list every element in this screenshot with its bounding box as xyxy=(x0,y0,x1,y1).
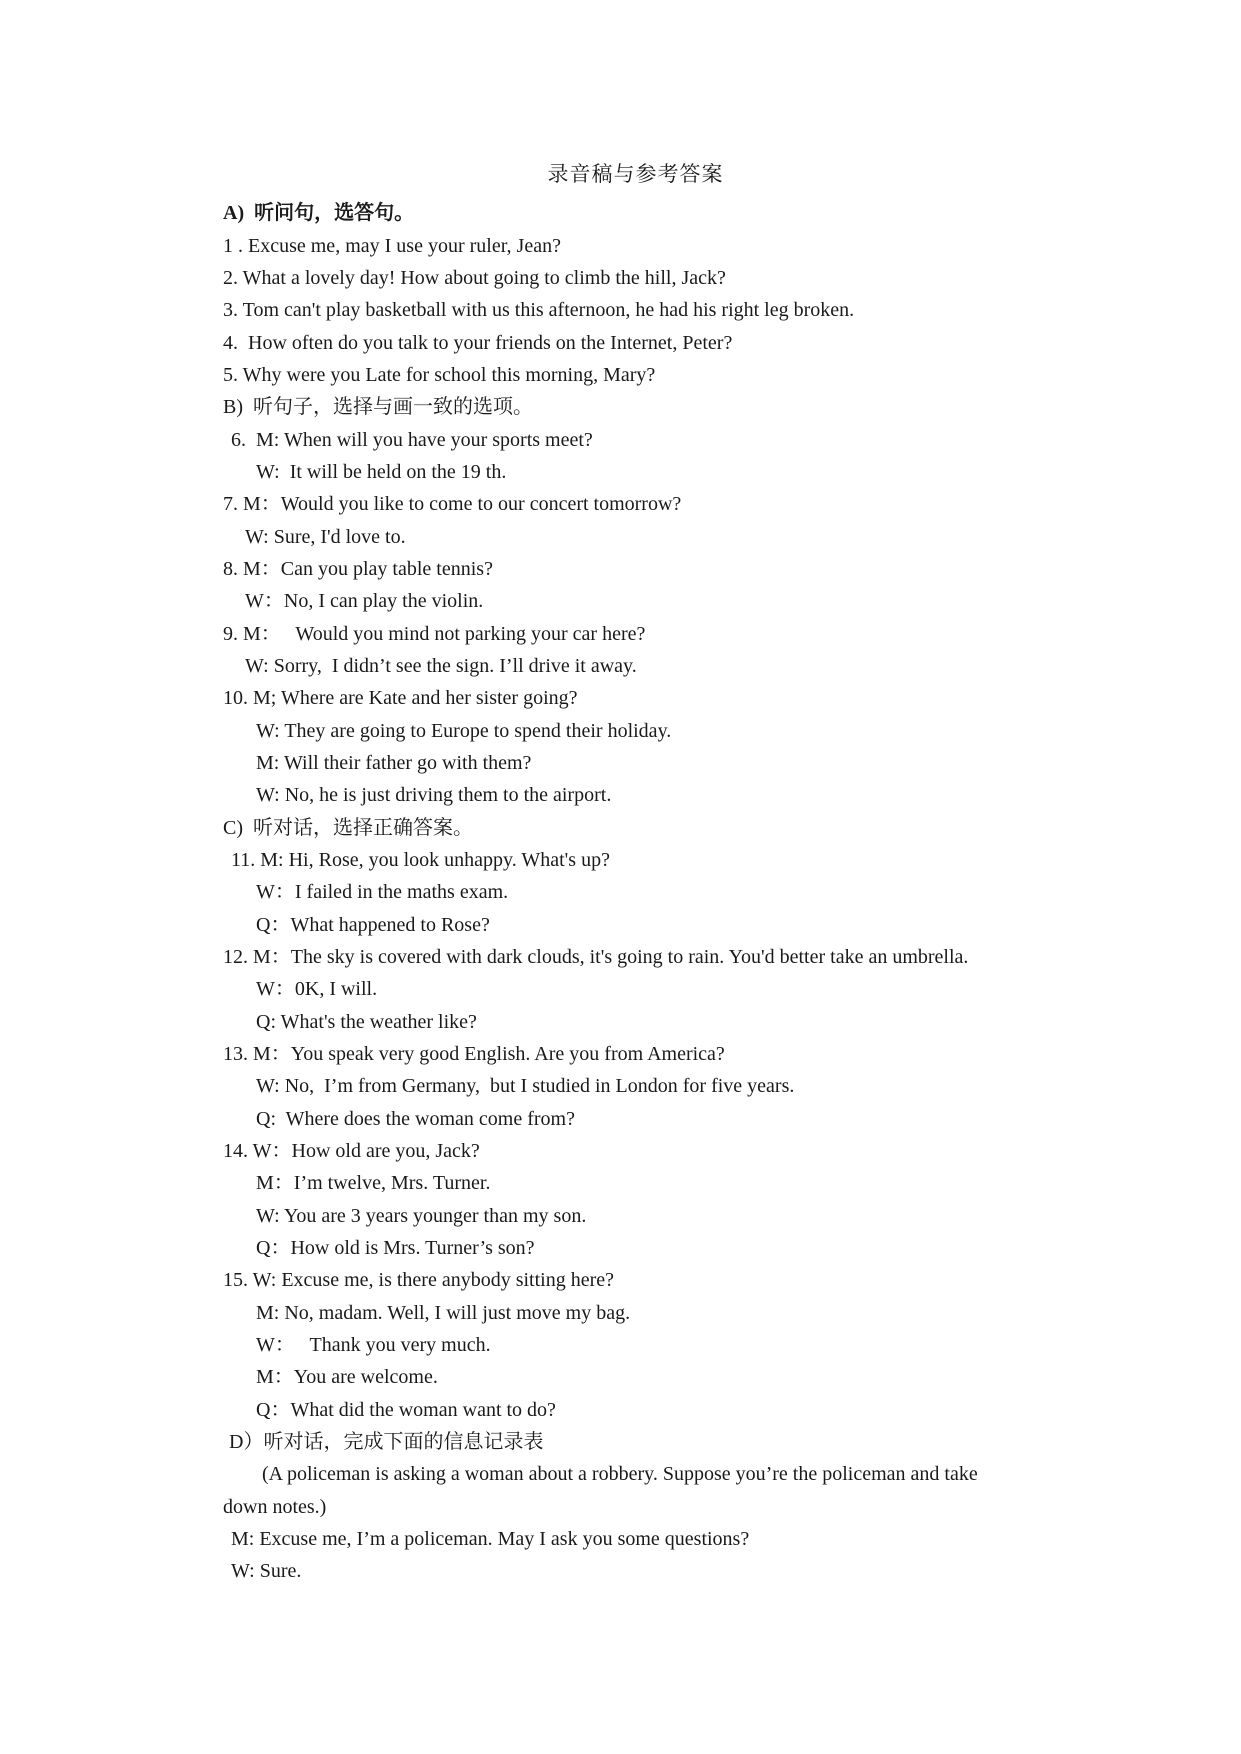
text-line: 9. M： Would you mind not parking your car here? xyxy=(223,623,646,645)
text-line: M：You are welcome. xyxy=(256,1366,438,1388)
text-line: Q：How old is Mrs. Turner’s son? xyxy=(256,1237,535,1259)
text-line: 15. W: Excuse me, is there anybody sitting here? xyxy=(223,1269,615,1291)
text-line: 13. M：You speak very good English. Are you from America? xyxy=(223,1043,725,1065)
text-line: (A policeman is asking a woman about a robbery. Suppose you’re the policeman and take xyxy=(262,1463,978,1485)
text-line: W：0K, I will. xyxy=(256,978,378,1000)
text-line: W：I failed in the maths exam. xyxy=(256,881,509,903)
text-line: 2. What a lovely day! How about going to climb the hill, Jack? xyxy=(223,267,726,289)
text-line: W: Sorry, I didn’t see the sign. I’ll drive it away. xyxy=(245,655,637,677)
text-line: W： Thank you very much. xyxy=(256,1334,491,1356)
text-line: Q：What happened to Rose? xyxy=(256,914,490,936)
text-line: M: Will their father go with them? xyxy=(256,752,532,774)
text-line: 4. How often do you talk to your friends on the Internet, Peter? xyxy=(223,332,733,354)
text-line: W: Sure. xyxy=(231,1560,302,1582)
text-line: 7. M：Would you like to come to our concert tomorrow? xyxy=(223,493,682,515)
text-line: 5. Why were you Late for school this morning, Mary? xyxy=(223,364,656,386)
section-d-heading: D）听对话，完成下面的信息记录表 xyxy=(229,1431,544,1453)
text-line: 6. M: When will you have your sports meet? xyxy=(231,429,593,451)
text-line: W: Sure, I'd love to. xyxy=(245,526,406,548)
text-line: 3. Tom can't play basketball with us this afternoon, he had his right leg broken. xyxy=(223,299,855,321)
text-line: W: It will be held on the 19 th. xyxy=(256,461,507,483)
text-line: M: No, madam. Well, I will just move my bag. xyxy=(256,1302,631,1324)
text-line: M：I’m twelve, Mrs. Turner. xyxy=(256,1172,491,1194)
text-line: 10. M; Where are Kate and her sister going? xyxy=(223,687,578,709)
section-c-heading: C) 听对话，选择正确答案。 xyxy=(223,817,473,839)
text-line: 11. M: Hi, Rose, you look unhappy. What's up? xyxy=(231,849,610,871)
page-title: 录音稿与参考答案 xyxy=(547,162,724,186)
text-line: W: No, he is just driving them to the airport. xyxy=(256,784,612,806)
section-a-heading: A) 听问句，选答句。 xyxy=(223,202,415,224)
text-line: W: You are 3 years younger than my son. xyxy=(256,1205,587,1227)
text-line: M: Excuse me, I’m a policeman. May I ask you some questions? xyxy=(231,1528,750,1550)
text-line: W: No, I’m from Germany, but I studied in London for five years. xyxy=(256,1075,795,1097)
text-line: Q：What did the woman want to do? xyxy=(256,1399,556,1421)
text-line: 14. W：How old are you, Jack? xyxy=(223,1140,480,1162)
text-line: 12. M：The sky is covered with dark clouds, it's going to rain. You'd better take an umbrella. xyxy=(223,946,969,968)
section-b-heading: B) 听句子，选择与画一致的选项。 xyxy=(223,396,533,418)
text-line: W：No, I can play the violin. xyxy=(245,590,484,612)
text-line: 8. M：Can you play table tennis? xyxy=(223,558,493,580)
text-line: down notes.) xyxy=(223,1496,327,1518)
text-line: Q: Where does the woman come from? xyxy=(256,1108,575,1130)
text-line: 1 . Excuse me, may I use your ruler, Jean? xyxy=(223,235,561,257)
text-line: W: They are going to Europe to spend their holiday. xyxy=(256,720,672,742)
text-line: Q: What's the weather like? xyxy=(256,1011,477,1033)
